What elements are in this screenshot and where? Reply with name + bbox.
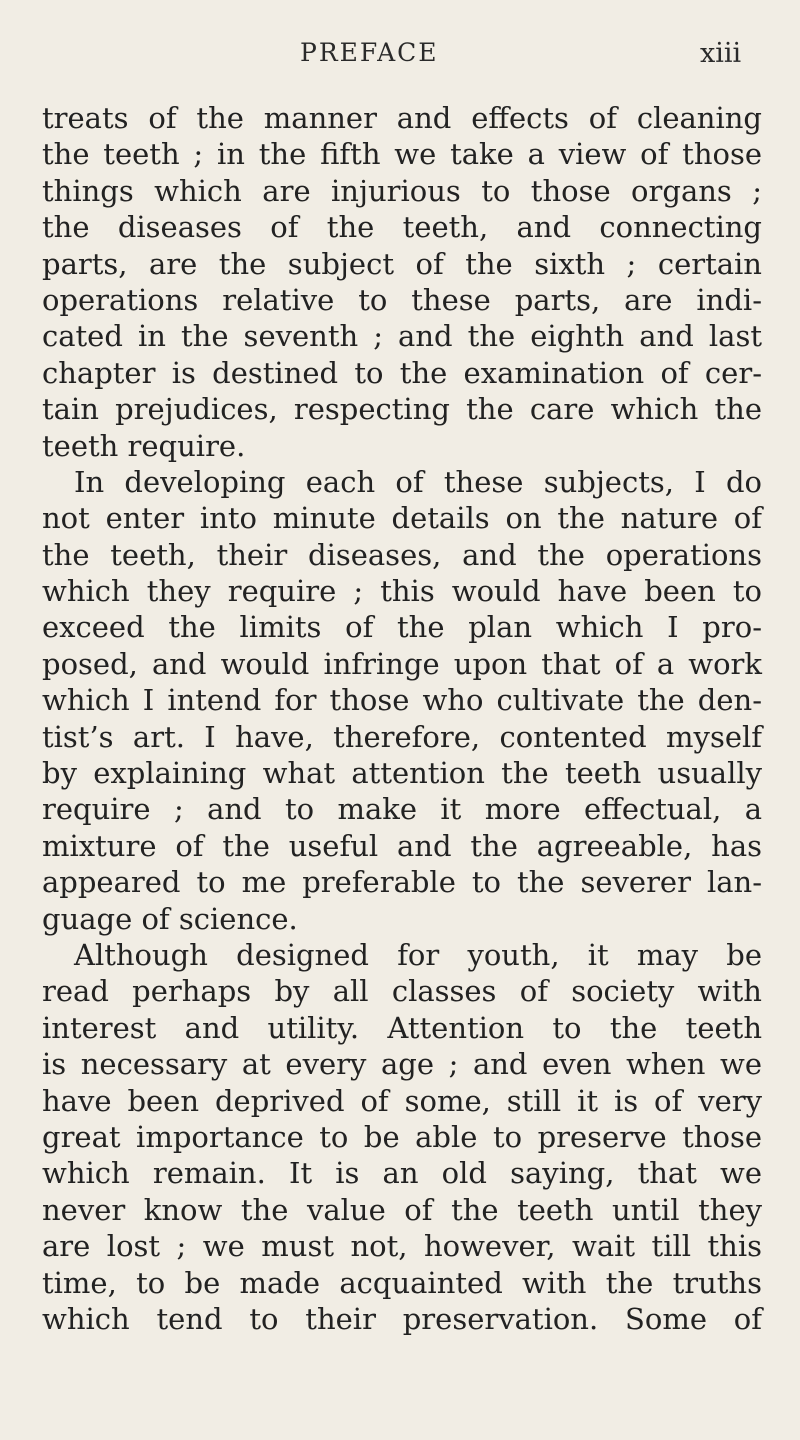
text-line: parts, are the subject of the sixth ; certain: [42, 246, 762, 281]
text-line: exceed the limits of the plan which I pro-: [42, 610, 762, 645]
text-line: time, to be made acquainted with the truths: [42, 1265, 762, 1300]
text-line: teeth require.: [42, 428, 246, 463]
running-head: [0, 38, 800, 78]
text-line: not enter into minute details on the nature of: [42, 501, 762, 536]
text-line: tist’s art. I have, therefore, contented myself: [42, 719, 762, 754]
text-line: the diseases of the teeth, and connecting: [42, 210, 762, 245]
text-line: In developing each of these subjects, I do: [74, 464, 762, 499]
text-line: cated in the seventh ; and the eighth and last: [42, 319, 762, 354]
body-text: [42, 100, 762, 1337]
text-line: which I intend for those who cultivate the den-: [42, 683, 762, 718]
text-line: interest and utility. Attention to the teeth: [42, 1010, 762, 1045]
text-line: which remain. It is an old saying, that we: [42, 1156, 762, 1191]
text-line: mixture of the useful and the agreeable, has: [42, 828, 762, 863]
page-number: xiii: [700, 38, 742, 69]
running-title: PREFACE: [300, 38, 439, 67]
text-line: Although designed for youth, it may be: [74, 937, 762, 972]
text-line: operations relative to these parts, are indi-: [42, 282, 762, 317]
text-line: require ; and to make it more effectual, a: [42, 792, 762, 827]
text-line: posed, and would infringe upon that of a work: [42, 646, 762, 681]
text-line: which they require ; this would have been to: [42, 574, 762, 609]
text-line: by explaining what attention the teeth usually: [42, 756, 762, 791]
text-line: have been deprived of some, still it is of very: [42, 1083, 762, 1118]
text-line: tain prejudices, respecting the care which the: [42, 392, 762, 427]
text-line: the teeth ; in the fifth we take a view of those: [42, 137, 762, 172]
text-line: treats of the manner and effects of cleaning: [42, 101, 762, 135]
text-line: things which are injurious to those organs ;: [42, 173, 762, 208]
text-line: great importance to be able to preserve those: [42, 1119, 762, 1154]
text-line: the teeth, their diseases, and the operations: [42, 537, 762, 572]
text-line: guage of science.: [42, 901, 298, 936]
text-line: read perhaps by all classes of society with: [42, 974, 762, 1009]
text-line: never know the value of the teeth until they: [42, 1192, 762, 1227]
text-line: are lost ; we must not, however, wait till this: [42, 1229, 762, 1264]
text-line: is necessary at every age ; and even when we: [42, 1047, 762, 1082]
text-line: chapter is destined to the examination of cer-: [42, 355, 762, 390]
text-line: which tend to their preservation. Some of: [42, 1301, 762, 1336]
text-line: appeared to me preferable to the severer lan-: [42, 865, 762, 900]
